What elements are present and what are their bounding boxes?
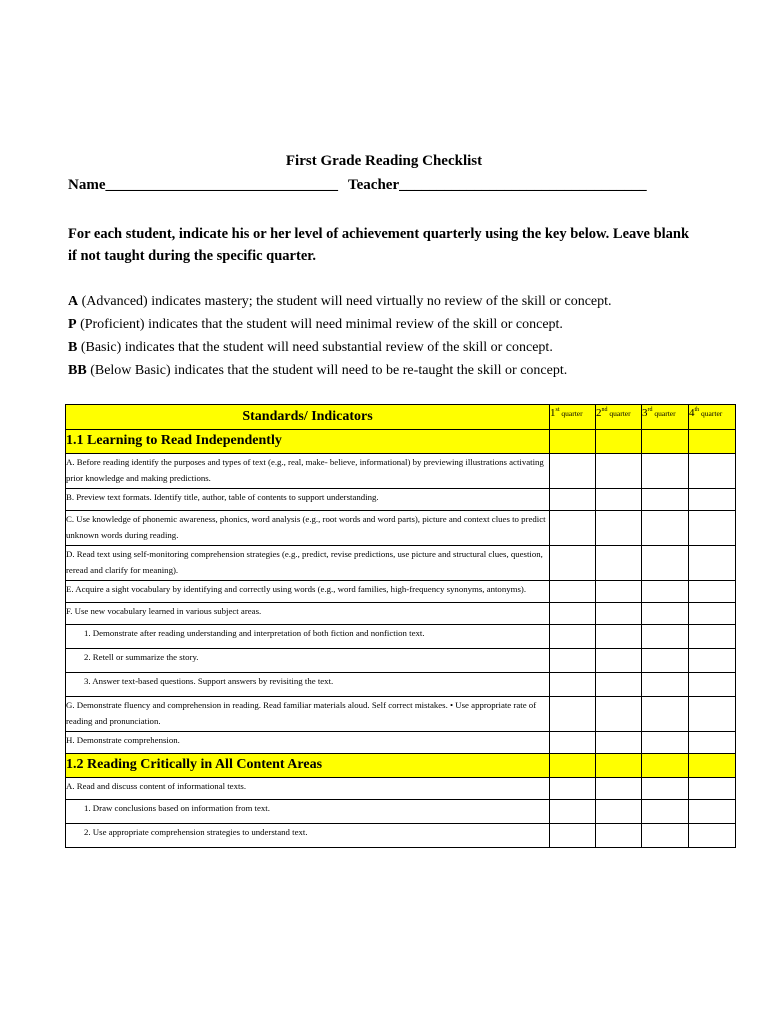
quarter-label: quarter xyxy=(607,409,631,418)
standard-text: A. Before reading identify the purposes and types of text (e.g., real, make- believe, informational) by previewing illustrations activating prior knowledge and making predictions. xyxy=(66,454,550,489)
quarter-num: 2 xyxy=(596,407,602,419)
standards-table xyxy=(65,404,736,848)
quarter-1-cell[interactable] xyxy=(550,732,596,754)
standards-header: Standards/ Indicators xyxy=(66,405,550,430)
quarter-1-cell[interactable] xyxy=(550,546,596,581)
quarter-1-cell[interactable] xyxy=(550,800,596,824)
quarter-4-cell[interactable] xyxy=(689,511,736,546)
name-field[interactable]: Name_______________________________ xyxy=(68,177,338,193)
quarter-num: 3 xyxy=(642,407,648,419)
achievement-key xyxy=(68,290,728,382)
quarter-4-cell[interactable] xyxy=(689,732,736,754)
quarter-1-cell[interactable] xyxy=(550,454,596,489)
quarter-num: 1 xyxy=(550,407,556,419)
standard-text: G. Demonstrate fluency and comprehension in reading. Read familiar materials aloud. Self correct mistakes. • Use appropriate rate of reading and pronunciation. xyxy=(66,697,550,732)
page-title: First Grade Reading Checklist xyxy=(285,153,483,169)
table-row xyxy=(66,732,736,754)
quarter-4-cell[interactable] xyxy=(689,697,736,732)
section-title: 1.2 Reading Critically in All Content Areas xyxy=(66,754,550,778)
standard-text: 2. Retell or summarize the story. xyxy=(66,649,550,673)
key-line-below-basic xyxy=(68,359,728,382)
table-row xyxy=(66,697,736,732)
section-title: 1.1 Learning to Read Independently xyxy=(66,430,550,454)
key-desc: (Proficient) indicates that the student will need minimal review of the skill or concept. xyxy=(76,317,563,332)
quarter-4-cell[interactable] xyxy=(689,603,736,625)
quarter-4-cell[interactable] xyxy=(689,489,736,511)
quarter-2-header xyxy=(596,405,642,430)
quarter-3-cell[interactable] xyxy=(642,800,689,824)
quarter-1-cell[interactable] xyxy=(550,603,596,625)
quarter-1-header xyxy=(550,405,596,430)
quarter-num: 4 xyxy=(689,407,695,419)
standard-text: E. Acquire a sight vocabulary by identifying and correctly using words (e.g., word families, high-frequency synonyms, antonyms). xyxy=(66,581,550,603)
quarter-4-cell[interactable] xyxy=(689,673,736,697)
instructions-text: For each student, indicate his or her level of achievement quarterly using the key below. Leave blank if not taught during the specific quarter. xyxy=(68,226,690,264)
key-desc: (Below Basic) indicates that the student will need to be re-taught the skill or concept. xyxy=(86,363,568,378)
quarter-4-cell[interactable] xyxy=(689,778,736,800)
quarter-3-cell[interactable] xyxy=(642,649,689,673)
standard-text: F. Use new vocabulary learned in various subject areas. xyxy=(66,603,550,625)
quarter-2-cell[interactable] xyxy=(596,546,642,581)
quarter-2-cell[interactable] xyxy=(596,649,642,673)
standard-text: 3. Answer text-based questions. Support answers by revisiting the text. xyxy=(66,673,550,697)
quarter-1-cell[interactable] xyxy=(550,511,596,546)
quarter-2-cell[interactable] xyxy=(596,778,642,800)
quarter-2-cell[interactable] xyxy=(596,603,642,625)
table-row xyxy=(66,581,736,603)
quarter-2-cell[interactable] xyxy=(596,581,642,603)
quarter-2-cell[interactable] xyxy=(596,454,642,489)
key-code: A xyxy=(68,294,79,309)
quarter-suffix: st xyxy=(555,407,560,413)
quarter-3-cell[interactable] xyxy=(642,546,689,581)
standard-text: B. Preview text formats. Identify title, author, table of contents to support understanding. xyxy=(66,489,550,511)
quarter-1-cell[interactable] xyxy=(550,489,596,511)
key-code: BB xyxy=(68,363,87,378)
table-row xyxy=(66,489,736,511)
standard-text: 2. Use appropriate comprehension strategies to understand text. xyxy=(66,824,550,848)
key-line-proficient xyxy=(68,313,728,336)
table-row xyxy=(66,673,736,697)
teacher-field[interactable]: Teacher_________________________________ xyxy=(348,177,647,193)
key-line-basic xyxy=(68,336,728,359)
quarter-3-cell[interactable] xyxy=(642,778,689,800)
quarter-3-cell[interactable] xyxy=(642,454,689,489)
quarter-4-cell[interactable] xyxy=(689,625,736,649)
quarter-4-cell[interactable] xyxy=(689,546,736,581)
table-row xyxy=(66,603,736,625)
table-header-row xyxy=(66,405,736,430)
table-row xyxy=(66,778,736,800)
quarter-2-cell[interactable] xyxy=(596,489,642,511)
standard-text: A. Read and discuss content of informational texts. xyxy=(66,778,550,800)
quarter-2-cell[interactable] xyxy=(596,800,642,824)
standard-text: 1. Draw conclusions based on information from text. xyxy=(66,800,550,824)
table-row xyxy=(66,454,736,489)
key-desc: (Advanced) indicates mastery; the student will need virtually no review of the skill or concept. xyxy=(78,294,612,309)
quarter-label: quarter xyxy=(652,409,676,418)
table-row xyxy=(66,625,736,649)
quarter-4-cell[interactable] xyxy=(689,649,736,673)
quarter-2-cell[interactable] xyxy=(596,673,642,697)
quarter-3-cell[interactable] xyxy=(642,581,689,603)
quarter-2-cell[interactable] xyxy=(596,732,642,754)
quarter-1-cell[interactable] xyxy=(550,697,596,732)
quarter-3-header xyxy=(642,405,689,430)
standard-text: D. Read text using self-monitoring comprehension strategies (e.g., predict, revise predictions, use picture and structural clues, question, reread and clarify for meaning). xyxy=(66,546,550,581)
quarter-3-cell[interactable] xyxy=(642,511,689,546)
quarter-2-cell[interactable] xyxy=(596,511,642,546)
quarter-label: quarter xyxy=(699,409,723,418)
section-row xyxy=(66,430,736,454)
quarter-3-cell[interactable] xyxy=(642,824,689,848)
table-row xyxy=(66,546,736,581)
quarter-1-cell[interactable] xyxy=(550,824,596,848)
quarter-3-cell[interactable] xyxy=(642,673,689,697)
quarter-4-header xyxy=(689,405,736,430)
quarter-2-cell[interactable] xyxy=(596,625,642,649)
quarter-3-cell[interactable] xyxy=(642,697,689,732)
quarter-1-cell[interactable] xyxy=(550,673,596,697)
table-row xyxy=(66,824,736,848)
quarter-suffix: rd xyxy=(647,407,653,413)
quarter-3-cell[interactable] xyxy=(642,625,689,649)
section-row xyxy=(66,754,736,778)
standard-text: C. Use knowledge of phonemic awareness, phonics, word analysis (e.g., root words and word parts), picture and context clues to predict unknown words during reading. xyxy=(66,511,550,546)
quarter-1-cell[interactable] xyxy=(550,778,596,800)
quarter-suffix: nd xyxy=(601,407,608,413)
quarter-4-cell[interactable] xyxy=(689,824,736,848)
quarter-1-cell[interactable] xyxy=(550,649,596,673)
key-code: B xyxy=(68,340,78,355)
quarter-2-cell[interactable] xyxy=(596,824,642,848)
key-code: P xyxy=(68,317,77,332)
quarter-2-cell[interactable] xyxy=(596,697,642,732)
quarter-3-cell[interactable] xyxy=(642,489,689,511)
standard-text: H. Demonstrate comprehension. xyxy=(66,732,550,754)
quarter-suffix: th xyxy=(694,407,700,413)
standard-text: 1. Demonstrate after reading understanding and interpretation of both fiction and nonfiction text. xyxy=(66,625,550,649)
quarter-4-cell[interactable] xyxy=(689,800,736,824)
table-row xyxy=(66,649,736,673)
key-desc: (Basic) indicates that the student will need substantial review of the skill or concept. xyxy=(77,340,553,355)
quarter-4-cell[interactable] xyxy=(689,454,736,489)
quarter-3-cell[interactable] xyxy=(642,603,689,625)
key-line-advanced xyxy=(68,290,728,313)
quarter-1-cell[interactable] xyxy=(550,625,596,649)
table-row xyxy=(66,511,736,546)
quarter-3-cell[interactable] xyxy=(642,732,689,754)
quarter-label: quarter xyxy=(559,409,583,418)
table-row xyxy=(66,800,736,824)
quarter-1-cell[interactable] xyxy=(550,581,596,603)
quarter-4-cell[interactable] xyxy=(689,581,736,603)
